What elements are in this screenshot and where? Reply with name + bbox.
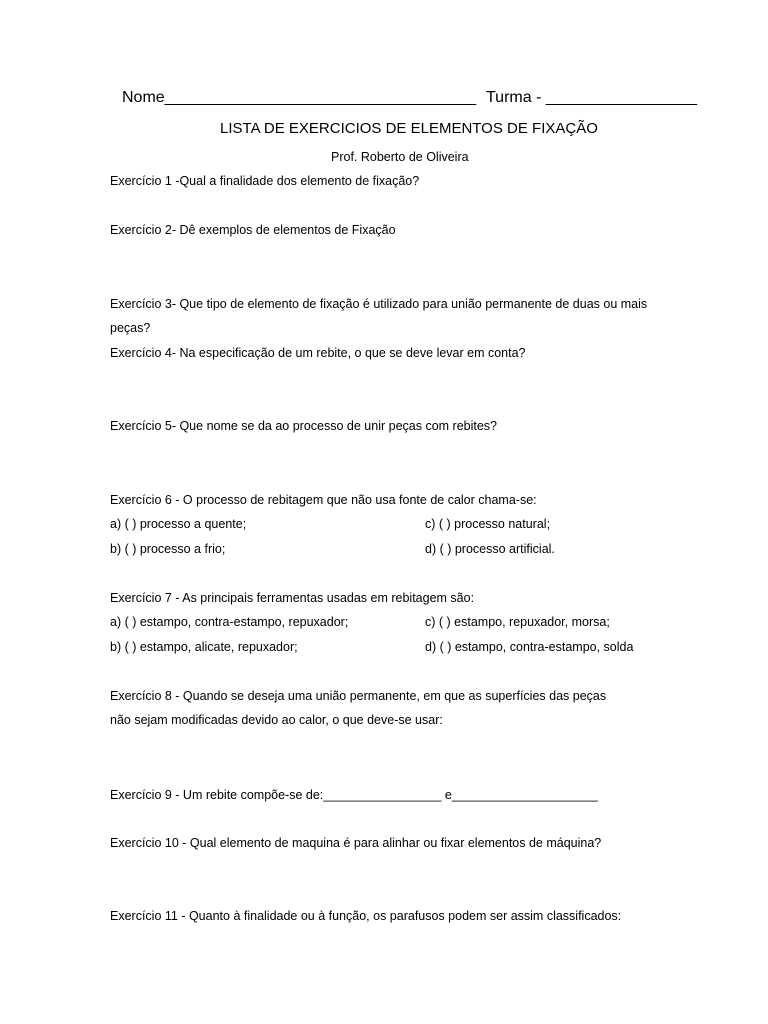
exercise-9: Exercício 9 - Um rebite compõe-se de:_________________ e_____________________ (110, 788, 598, 802)
exercise-7-option-b: b) ( ) estampo, alicate, repuxador; (110, 640, 298, 654)
exercise-2: Exercício 2- Dê exemplos de elementos de Fixação (110, 223, 396, 237)
exercise-3-line-2: peças? (110, 321, 151, 335)
exercise-1: Exercício 1 -Qual a finalidade dos elemento de fixação? (110, 174, 420, 188)
exercise-10: Exercício 10 - Qual elemento de maquina é para alinhar ou fixar elementos de máquina? (110, 836, 602, 850)
exercise-7-option-a: a) ( ) estampo, contra-estampo, repuxador; (110, 615, 349, 629)
exercise-7-option-d: d) ( ) estampo, contra-estampo, solda (425, 640, 634, 654)
exercise-8-line-1: Exercício 8 - Quando se deseja uma união permanente, em que as superfícies das peças (110, 689, 607, 703)
exercise-6-question: Exercício 6 - O processo de rebitagem que não usa fonte de calor chama-se: (110, 493, 537, 507)
exercise-6-option-b: b) ( ) processo a frio; (110, 542, 226, 556)
exercise-5: Exercício 5- Que nome se da ao processo de unir peças com rebites? (110, 419, 498, 433)
class-field-label: Turma - _________________ (486, 89, 698, 106)
exercise-7-option-c: c) ( ) estampo, repuxador, morsa; (425, 615, 610, 629)
exercise-6-option-d: d) ( ) processo artificial. (425, 542, 555, 556)
name-field-label: Nome___________________________________ (122, 89, 477, 106)
exercise-4: Exercício 4- Na especificação de um rebite, o que se deve levar em conta? (110, 346, 526, 360)
exercise-3-line-1: Exercício 3- Que tipo de elemento de fixação é utilizado para união permanente de duas ou mais (110, 297, 648, 311)
exercise-6-option-a: a) ( ) processo a quente; (110, 517, 247, 531)
exercise-8-line-2: não sejam modificadas devido ao calor, o que deve-se usar: (110, 713, 443, 727)
professor-name: Prof. Roberto de Oliveira (331, 150, 469, 164)
exercise-6-option-c: c) ( ) processo natural; (425, 517, 551, 531)
document-title: LISTA DE EXERCICIOS DE ELEMENTOS DE FIXAÇÃO (220, 120, 598, 137)
exercise-7-question: Exercício 7 - As principais ferramentas usadas em rebitagem são: (110, 591, 475, 605)
exercise-11: Exercício 11 - Quanto à finalidade ou à função, os parafusos podem ser assim classificados: (110, 909, 622, 923)
